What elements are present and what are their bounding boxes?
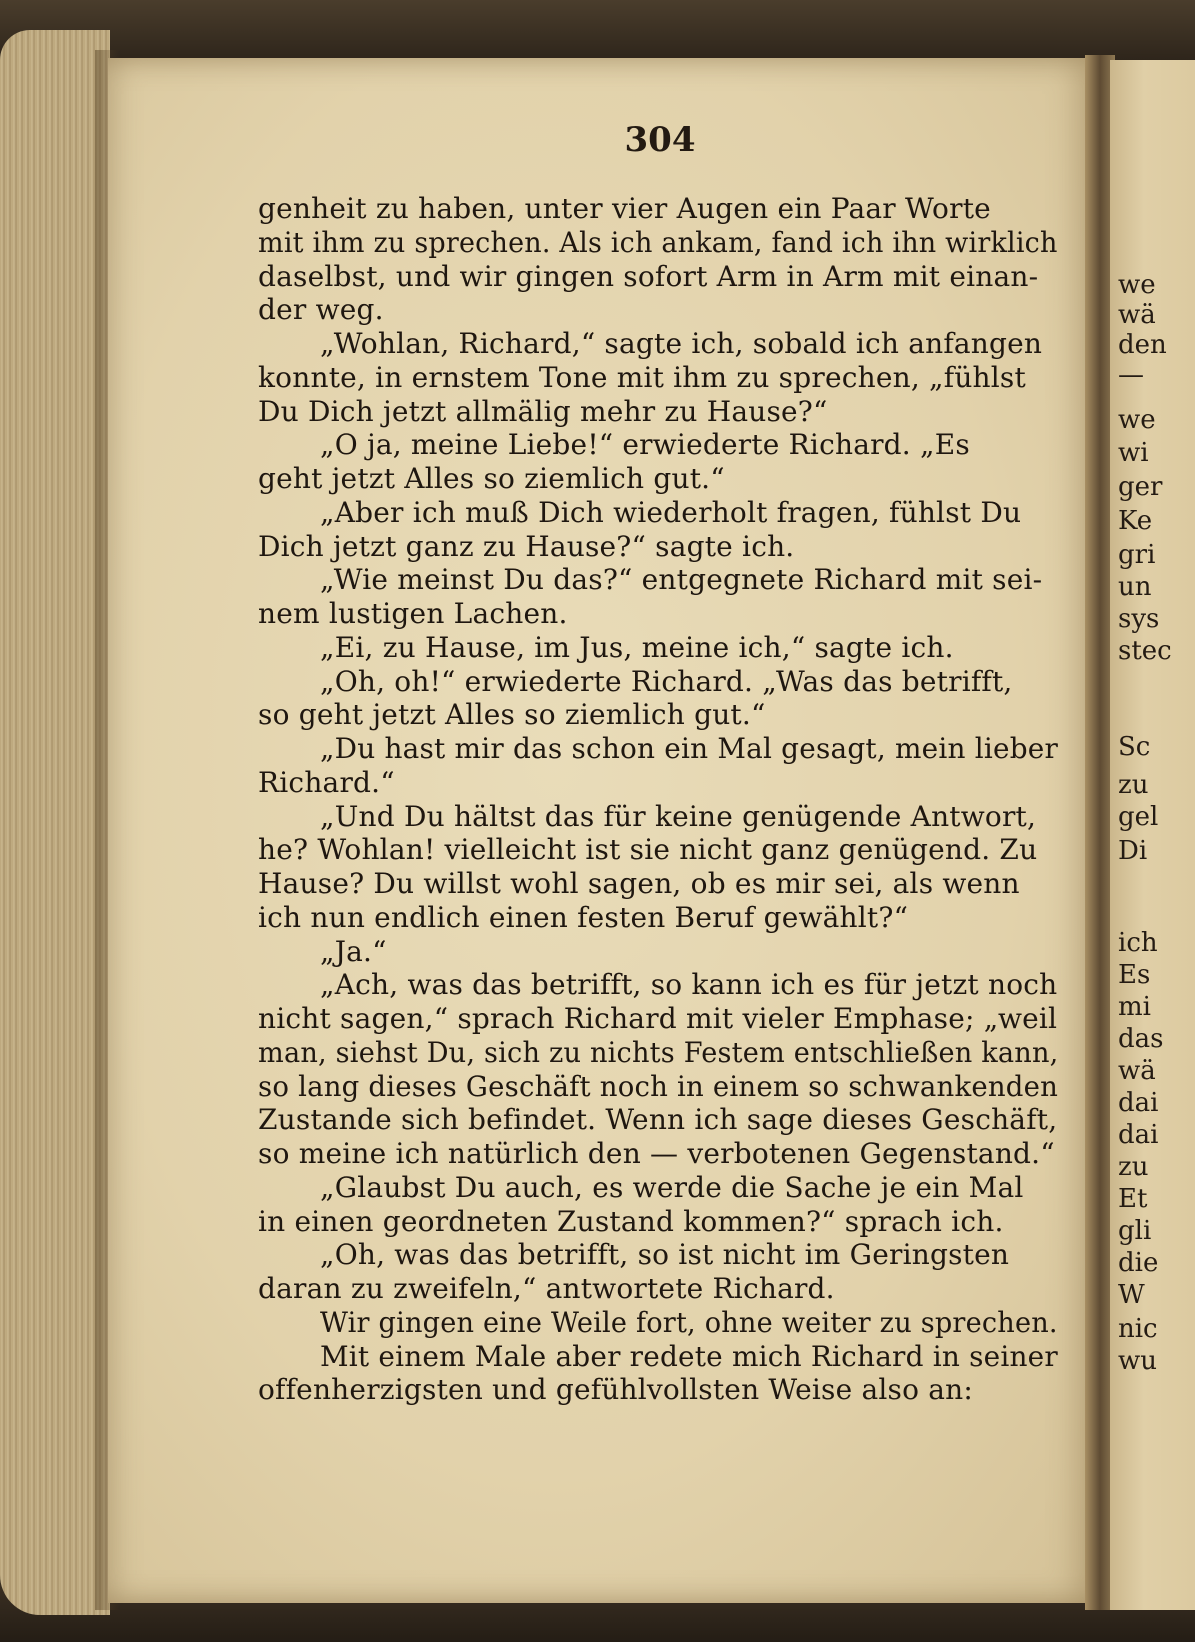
right-page-fragment: gel — [1118, 802, 1159, 832]
right-page-fragment: — — [1118, 360, 1144, 390]
text-line: mit ihm zu sprechen. Als ich ankam, fand ich ihn wirklich — [258, 225, 1058, 259]
right-page-fragment: mi — [1118, 992, 1151, 1022]
right-page-fragment: wä — [1118, 1056, 1156, 1086]
text-line: Mit einem Male aber redete mich Richard in seiner — [320, 1339, 1058, 1373]
text-line: der weg. — [258, 293, 384, 327]
text-line: „Und Du hältst das für keine genügende Antwort, — [320, 799, 1037, 833]
text-line: „Wie meinst Du das?“ entgegnete Richard mit sei- — [320, 563, 1043, 597]
text-line: „Oh, oh!“ erwiederte Richard. „Was das betrifft, — [320, 664, 1013, 698]
right-page-fragment: gri — [1118, 540, 1156, 570]
text-line: offenherzigsten und gefühlvollsten Weise also an: — [258, 1373, 974, 1407]
right-page-fragment: wu — [1118, 1346, 1157, 1376]
text-line: ich nun endlich einen festen Beruf gewählt?“ — [258, 900, 909, 934]
book-cover-top — [0, 0, 1195, 60]
text-line: nicht sagen,“ sprach Richard mit vieler Emphase; „weil — [258, 1002, 1058, 1035]
text-line: „Oh, was das betrifft, so ist nicht im Geringsten — [320, 1238, 1010, 1272]
page-edges — [0, 30, 110, 1615]
right-page-fragment: zu — [1118, 1152, 1149, 1182]
right-page-fragment: Sc — [1118, 732, 1151, 762]
right-page-fragment: we — [1118, 405, 1156, 435]
right-page-fragment: gli — [1118, 1216, 1152, 1246]
text-line: nem lustigen Lachen. — [258, 597, 568, 630]
text-line: daran zu zweifeln,“ antwortete Richard. — [258, 1272, 835, 1305]
text-line: Hause? Du willst wohl sagen, ob es mir sei, als wenn — [258, 867, 1020, 900]
text-line: daselbst, und wir gingen sofort Arm in Arm mit einan- — [258, 259, 1039, 293]
right-page-fragment: Et — [1118, 1184, 1148, 1214]
text-line: Dich jetzt ganz zu Hause?“ sagte ich. — [258, 529, 795, 563]
right-page-fragment: den — [1118, 330, 1167, 360]
right-page-fragment: we — [1118, 270, 1156, 300]
text-line: „Du hast mir das schon ein Mal gesagt, mein lieber — [320, 732, 1059, 765]
text-line: Du Dich jetzt allmälig mehr zu Hause?“ — [258, 394, 828, 428]
right-page-fragment: dai — [1118, 1120, 1159, 1150]
right-page-fragment: ich — [1118, 928, 1158, 958]
right-page-fragment: wi — [1118, 438, 1149, 468]
text-line: man, siehst Du, sich zu nichts Festem entschließen kann, — [258, 1035, 1059, 1069]
text-line: Richard.“ — [258, 765, 395, 799]
text-line: „Ei, zu Hause, im Jus, meine ich,“ sagte ich. — [320, 630, 954, 664]
text-line: geht jetzt Alles so ziemlich gut.“ — [258, 462, 725, 495]
page-number: 304 — [624, 120, 696, 160]
right-page-fragment: zu — [1118, 770, 1149, 800]
right-page-fragment: das — [1118, 1024, 1164, 1054]
right-page-fragment: ger — [1118, 472, 1163, 502]
right-page-fragment: Ke — [1118, 506, 1153, 536]
right-page-fragment: un — [1118, 572, 1152, 602]
right-page-fragment: die — [1118, 1248, 1159, 1278]
text-line: „Aber ich muß Dich wiederholt fragen, fühlst Du — [320, 495, 1022, 529]
right-page-fragment: nic — [1118, 1314, 1158, 1344]
text-line: „Glaubst Du auch, es werde die Sache je ein Mal — [320, 1170, 1024, 1204]
right-page-fragment: stec — [1118, 636, 1172, 666]
text-line: „Ja.“ — [320, 934, 387, 968]
right-page-fragment: Es — [1118, 960, 1151, 990]
right-page-fragment: wä — [1118, 300, 1156, 330]
text-line: he? Wohlan! vielleicht ist sie nicht ganz genügend. Zu — [258, 833, 1038, 867]
text-line: so geht jetzt Alles so ziemlich gut.“ — [258, 698, 766, 732]
text-line: „Ach, was das betrifft, so kann ich es für jetzt noch — [320, 968, 1058, 1002]
text-line: in einen geordneten Zustand kommen?“ sprach ich. — [258, 1204, 1004, 1238]
text-line: „O ja, meine Liebe!“ erwiederte Richard. „Es — [320, 428, 970, 462]
text-line: so meine ich natürlich den — verbotenen Gegenstand.“ — [258, 1137, 1055, 1170]
right-page-fragment: sys — [1118, 604, 1160, 634]
right-page-fragment: W — [1118, 1280, 1145, 1310]
text-line: genheit zu haben, unter vier Augen ein Paar Worte — [258, 192, 991, 225]
text-line: Zustande sich befindet. Wenn ich sage dieses Geschäft, — [258, 1103, 1058, 1137]
right-page-fragment: dai — [1118, 1088, 1159, 1118]
text-line: „Wohlan, Richard,“ sagte ich, sobald ich anfangen — [320, 327, 1043, 360]
right-page-fragment: Di — [1118, 836, 1148, 866]
text-line: konnte, in ernstem Tone mit ihm zu sprechen, „fühlst — [258, 360, 1026, 394]
text-line: so lang dieses Geschäft noch in einem so schwankenden — [258, 1069, 1059, 1103]
text-line: Wir gingen eine Weile fort, ohne weiter zu sprechen. — [320, 1305, 1058, 1339]
right-page-edge — [1110, 60, 1195, 1610]
